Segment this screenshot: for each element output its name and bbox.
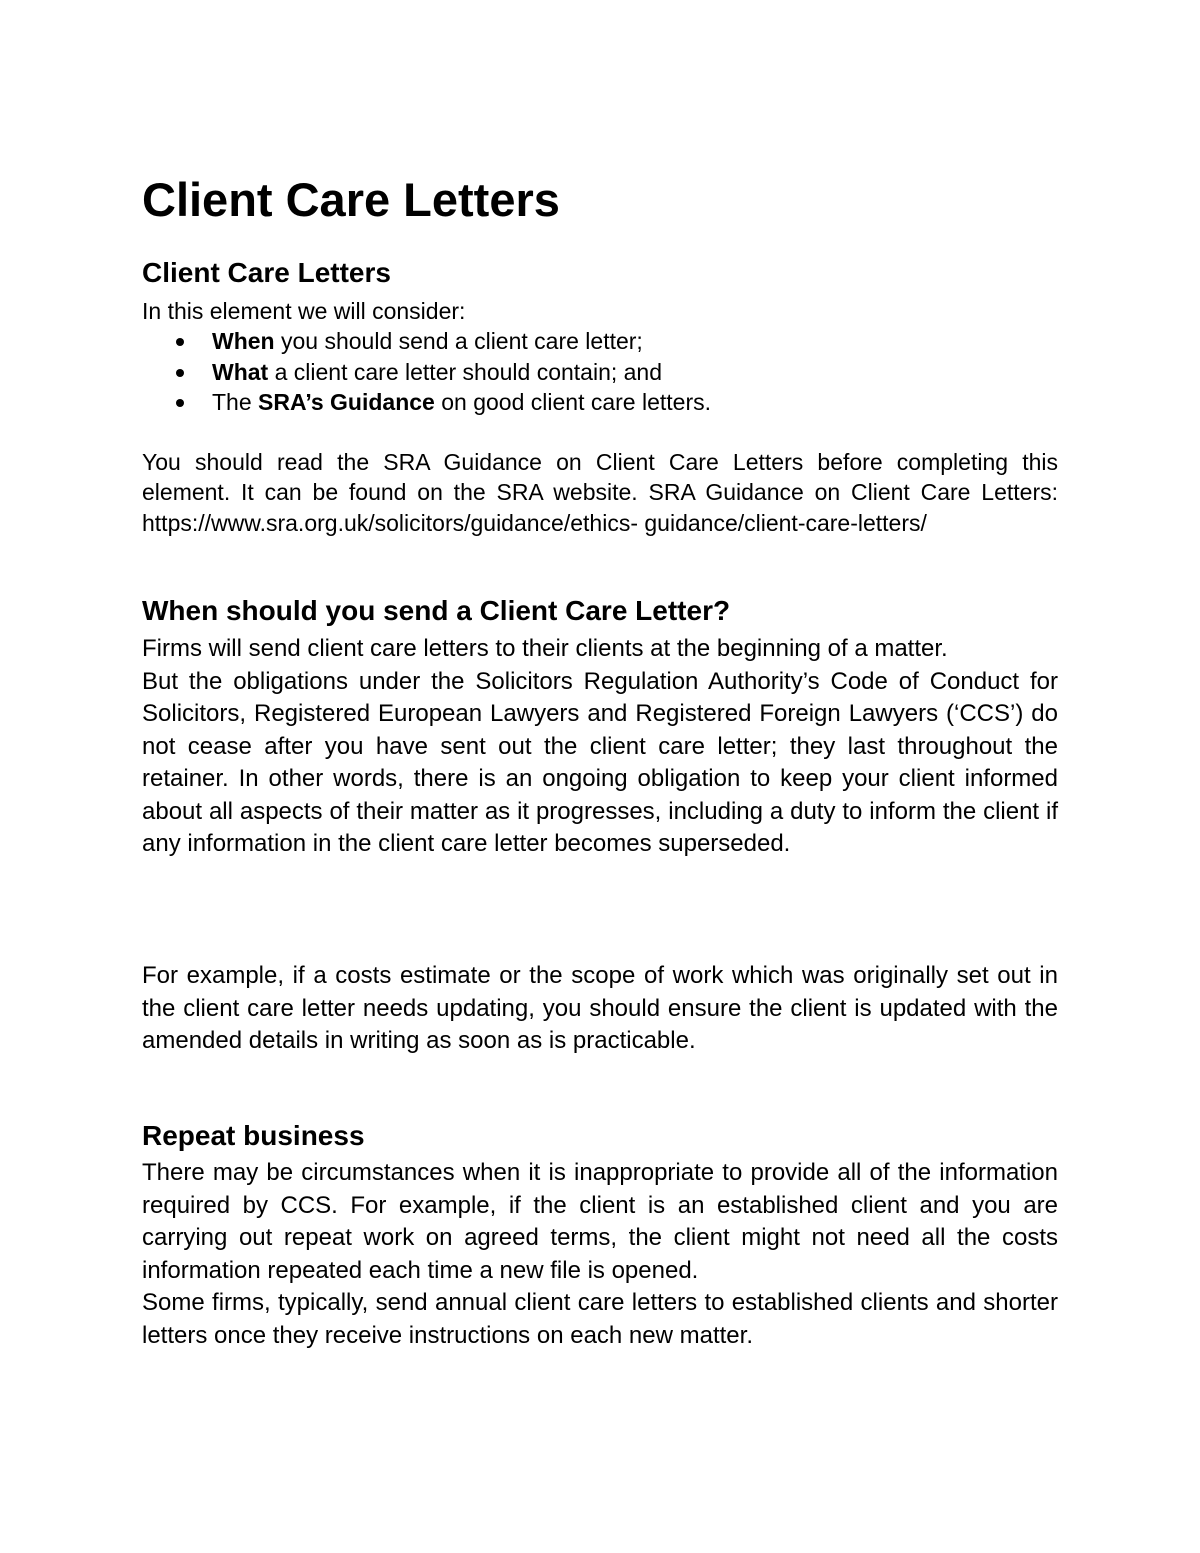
bullet-icon — [176, 369, 184, 377]
list-item-text: on good client care letters. — [434, 389, 712, 415]
paragraph: There may be circumstances when it is inappropriate to provide all of the information required by CCS. For example, if the client is an established client and you are carrying out repeat work on agreed terms, the client might not need all the costs information repeated each time a new file is opened. — [142, 1159, 1058, 1284]
list-item-bold: What — [212, 358, 269, 385]
bullet-icon — [176, 399, 184, 407]
list-item-text: a client care letter should contain; and — [268, 358, 663, 385]
document-title: Client Care Letters — [142, 173, 560, 226]
repeat-business-body — [142, 1157, 1058, 1352]
list-item-text: you should send a client care letter; — [274, 328, 643, 354]
intro-text: In this element we will consider: — [142, 298, 466, 324]
list-item-bold: SRA’s Guidance — [258, 389, 435, 415]
paragraph: But the obligations under the Solicitors Regulation Authority’s Code of Conduct for Solicitors, Registered European Lawyers and Registered Foreign Lawyers (‘CCS’) do not cease after you have sent out the client care letter; they last throughout the retainer. In other words, there is an ongoing obligation to keep your client informed about all aspects of their matter as it progresses, including a duty to inform the client if any information in the client care letter becomes superseded. — [142, 667, 1058, 857]
when-to-send-body — [142, 633, 1058, 861]
guidance-paragraph: You should read the SRA Guidance on Client Care Letters before completing this element. It can be found on the SRA website. SRA Guidance on Client Care Letters: https://www.sra.org.uk/solicitors/guidance/ethics- guidance/client-care-letters/ — [142, 449, 1058, 536]
paragraph: Firms will send client care letters to their clients at the beginning of a matter. — [142, 635, 948, 662]
example-paragraph: For example, if a costs estimate or the scope of work which was originally set out in the client care letter needs updating, you should ensure the client is updated with the amended details in writing as soon as is practicable. — [142, 962, 1058, 1054]
list-item — [142, 326, 711, 357]
section-heading-client-care-letters: Client Care Letters — [142, 257, 391, 288]
section-heading-when-to-send: When should you send a Client Care Letter? — [142, 595, 731, 626]
list-item-prefix: The — [212, 389, 259, 415]
list-item — [142, 357, 711, 388]
list-item — [142, 387, 711, 418]
list-item-bold: When — [212, 328, 275, 354]
bullet-icon — [176, 338, 184, 346]
consider-list — [142, 326, 711, 418]
paragraph: Some firms, typically, send annual client care letters to established clients and shorter letters once they receive instructions on each new matter. — [142, 1289, 1058, 1349]
section-heading-repeat-business: Repeat business — [142, 1120, 365, 1151]
